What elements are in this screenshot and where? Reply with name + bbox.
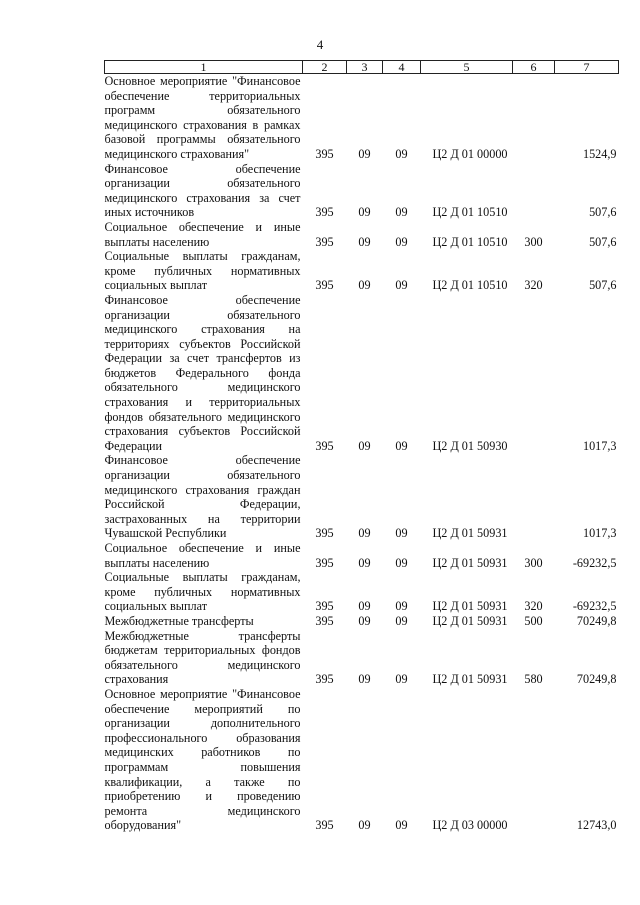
item-name: Социальное обеспечение и иные выплаты населению — [104, 219, 301, 249]
amount: 507,6 — [589, 205, 617, 220]
table-row — [105, 74, 619, 162]
code-expense-type: 500 — [524, 613, 543, 628]
table-body — [105, 74, 619, 833]
amount: 70249,8 — [576, 613, 617, 628]
code-target-article: Ц2 Д 01 10510 — [432, 234, 508, 249]
table-row — [105, 541, 619, 570]
header-cell-6: 6 — [513, 61, 555, 74]
code-subsection: 09 — [395, 278, 408, 293]
item-name: Межбюджетные трансферты — [104, 613, 254, 628]
code-target-article: Ц2 Д 01 00000 — [432, 146, 508, 161]
code-section: 09 — [358, 818, 371, 833]
code-ministry: 395 — [315, 438, 334, 453]
code-ministry: 395 — [315, 234, 334, 249]
code-target-article: Ц2 Д 01 50931 — [432, 613, 508, 628]
code-section: 09 — [358, 205, 371, 220]
code-subsection: 09 — [395, 599, 408, 614]
code-target-article: Ц2 Д 01 50931 — [432, 672, 508, 687]
code-subsection: 09 — [395, 146, 408, 161]
code-subsection: 09 — [395, 526, 408, 541]
code-target-article: Ц2 Д 01 50930 — [432, 438, 508, 453]
code-expense-type — [513, 293, 555, 454]
code-section: 09 — [358, 234, 371, 249]
budget-table — [104, 60, 619, 833]
header-row — [105, 61, 619, 74]
header-cell-2: 2 — [303, 61, 347, 74]
code-expense-type — [513, 162, 555, 220]
code-subsection: 09 — [395, 205, 408, 220]
amount: -69232,5 — [572, 599, 617, 614]
header-cell-1: 1 — [105, 61, 303, 74]
amount: 12743,0 — [576, 818, 617, 833]
code-target-article: Ц2 Д 01 50931 — [432, 555, 508, 570]
item-name: Социальные выплаты гражданам, кроме публичных нормативных социальных выплат — [104, 570, 301, 614]
header-cell-5: 5 — [421, 61, 513, 74]
table-row — [105, 570, 619, 614]
code-expense-type: 300 — [524, 234, 543, 249]
code-section: 09 — [358, 555, 371, 570]
code-section: 09 — [358, 526, 371, 541]
item-name: Основное мероприятие "Финансовое обеспечение мероприятий по организации дополнительного профессионального образования медицинских работников по программам повышения квалификации, а также по приобретению и проведению ремонта медицинского оборудования" — [104, 686, 301, 833]
table-row — [105, 453, 619, 541]
header-cell-4: 4 — [383, 61, 421, 74]
code-expense-type — [513, 74, 555, 162]
item-name: Социальное обеспечение и иные выплаты населению — [104, 541, 301, 570]
amount: 70249,8 — [576, 672, 617, 687]
amount: 507,6 — [589, 234, 617, 249]
amount: 1017,3 — [582, 526, 617, 541]
code-ministry: 395 — [315, 818, 334, 833]
code-ministry: 395 — [315, 526, 334, 541]
table-row — [105, 629, 619, 687]
item-name: Финансовое обеспечение организации обязательного медицинского страхования за счет иных источников — [104, 161, 301, 220]
code-subsection: 09 — [395, 234, 408, 249]
code-expense-type — [513, 453, 555, 541]
code-ministry: 395 — [315, 205, 334, 220]
header-cell-3: 3 — [347, 61, 383, 74]
code-expense-type — [513, 687, 555, 833]
code-subsection: 09 — [395, 672, 408, 687]
code-section: 09 — [358, 278, 371, 293]
table-row — [105, 614, 619, 629]
code-ministry: 395 — [315, 599, 334, 614]
item-name: Основное мероприятие "Финансовое обеспечение территориальных программ обязательного медицинского страхования в рамках базовой программы обязательного медицинского страхования" — [104, 74, 301, 161]
code-section: 09 — [358, 146, 371, 161]
code-ministry: 395 — [315, 278, 334, 293]
item-name: Социальные выплаты гражданам, кроме публичных нормативных социальных выплат — [104, 249, 301, 293]
amount: -69232,5 — [572, 555, 617, 570]
item-name: Финансовое обеспечение организации обязательного медицинского страхования на территориях субъектов Российской Федерации за счет трансфертов из бюджетов Федерального фонда обязательного медицинского страхования и территориальных фондов обязательного медицинского страхования субъектов Российской Федерации — [104, 292, 301, 453]
code-section: 09 — [358, 599, 371, 614]
amount: 1017,3 — [582, 438, 617, 453]
code-expense-type: 580 — [524, 672, 543, 687]
code-target-article: Ц2 Д 01 50931 — [432, 526, 508, 541]
item-name: Межбюджетные трансферты бюджетам территориальных фондов обязательного медицинского страхования — [104, 628, 301, 687]
item-name: Финансовое обеспечение организации обязательного медицинского страхования граждан Российской Федерации, застрахованных на территории Чувашской Республики — [104, 453, 301, 541]
code-expense-type: 320 — [524, 278, 543, 293]
code-subsection: 09 — [395, 438, 408, 453]
table-row — [105, 162, 619, 220]
table-row — [105, 249, 619, 293]
code-subsection: 09 — [395, 555, 408, 570]
table-row — [105, 687, 619, 833]
table-row — [105, 220, 619, 249]
code-subsection: 09 — [395, 818, 408, 833]
table-row — [105, 293, 619, 454]
table-header — [105, 61, 619, 74]
code-section: 09 — [358, 613, 371, 628]
code-expense-type: 320 — [524, 599, 543, 614]
code-ministry: 395 — [315, 146, 334, 161]
code-subsection: 09 — [395, 613, 408, 628]
code-expense-type: 300 — [524, 555, 543, 570]
amount: 1524,9 — [582, 146, 617, 161]
code-target-article: Ц2 Д 01 10510 — [432, 205, 508, 220]
code-target-article: Ц2 Д 01 10510 — [432, 278, 508, 293]
amount: 507,6 — [589, 278, 617, 293]
code-target-article: Ц2 Д 03 00000 — [432, 818, 508, 833]
code-ministry: 395 — [315, 672, 334, 687]
code-section: 09 — [358, 438, 371, 453]
code-section: 09 — [358, 672, 371, 687]
code-ministry: 395 — [315, 613, 334, 628]
code-ministry: 395 — [315, 555, 334, 570]
code-target-article: Ц2 Д 01 50931 — [432, 599, 508, 614]
header-cell-7: 7 — [555, 61, 619, 74]
page-number: 4 — [316, 37, 324, 52]
